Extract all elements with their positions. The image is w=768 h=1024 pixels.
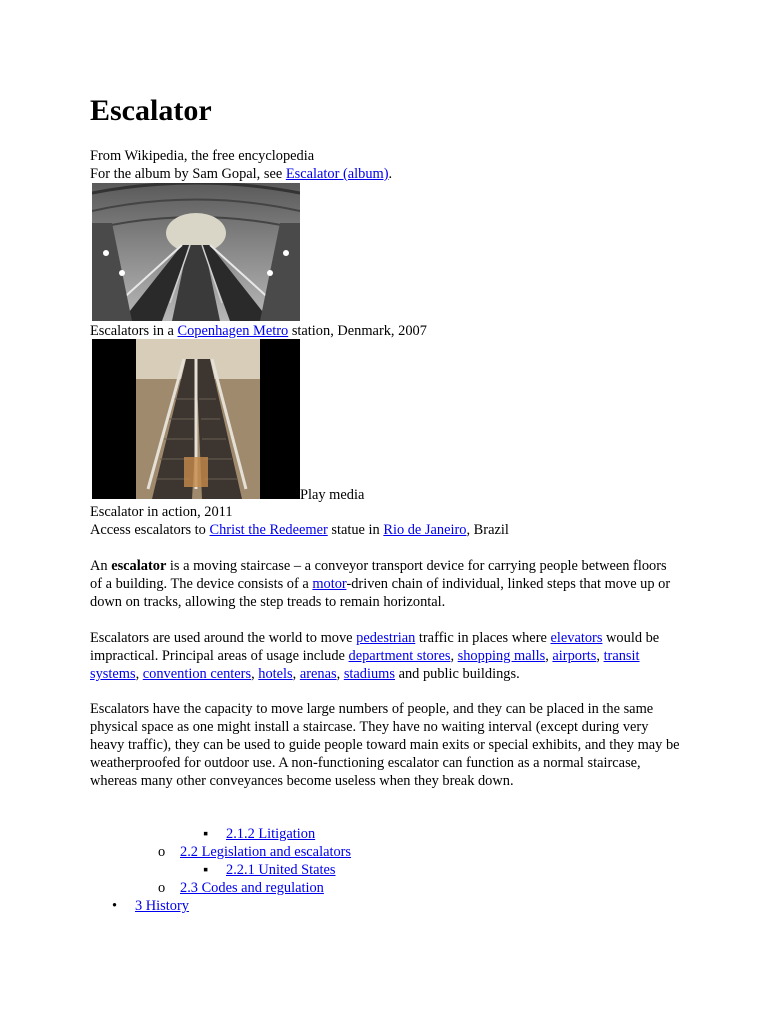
figure3-caption <box>90 521 509 539</box>
figure3-suffix: , Brazil <box>466 522 509 538</box>
figure1-caption-prefix: Escalators in a <box>90 323 178 339</box>
figure1-caption-suffix: station, Denmark, 2007 <box>288 323 427 339</box>
convention-centers-link[interactable]: convention centers <box>142 666 252 682</box>
play-media-label[interactable]: Play media <box>300 487 365 503</box>
escalator-video-thumbnail[interactable] <box>92 339 300 499</box>
arenas-link[interactable]: arenas <box>299 666 337 682</box>
motor-link[interactable]: motor <box>312 576 347 592</box>
hatnote-suffix: . <box>388 166 393 182</box>
toc-bullet-circle: o <box>158 880 166 896</box>
figure3-mid: statue in <box>327 522 384 538</box>
copenhagen-metro-image[interactable] <box>92 183 300 321</box>
term-escalator: escalator <box>111 558 167 574</box>
toc-item-united-states[interactable]: 2.2.1 United States <box>226 862 336 878</box>
figure2-caption: Escalator in action, 2011 <box>90 504 233 520</box>
paragraph-intro: An escalator is a moving staircase – a conveyor transport device for carrying people between floors of a building. The device consists of a motor-driven chain of individual, linked steps that move up or down on tracks, allowing the step treads to remain horizontal. <box>90 558 671 610</box>
department-stores-link[interactable]: department stores <box>348 648 451 664</box>
transit-systems-link[interactable]: transit systems <box>90 648 640 682</box>
subtitle: From Wikipedia, the free encyclopedia <box>90 148 315 164</box>
toc-bullet-square: ▪ <box>203 862 209 878</box>
toc-item-history[interactable]: 3 History <box>135 898 189 914</box>
toc-bullet-square: ▪ <box>203 826 209 842</box>
toc-bullet-circle: o <box>158 844 166 860</box>
stadiums-link[interactable]: stadiums <box>343 666 395 682</box>
shopping-malls-link[interactable]: shopping malls <box>457 648 546 664</box>
hatnote <box>90 165 392 183</box>
escalator-album-link[interactable]: Escalator (album) <box>285 166 389 182</box>
hotels-link[interactable]: hotels <box>258 666 293 682</box>
paragraph-capacity: Escalators have the capacity to move large numbers of people, and they can be placed in the same physical space as one might install a staircase. They have no waiting interval (except during very heavy traffic), they can be used to guide people toward main exits or special exhibits, and they may be weatherproofed for outdoor use. A non-functioning escalator can function as a normal staircase, whereas many other conveyances become useless when they break down. <box>90 701 680 789</box>
christ-the-redeemer-link[interactable]: Christ the Redeemer <box>209 522 328 538</box>
hatnote-prefix: For the album by Sam Gopal, see <box>90 166 286 182</box>
toc-item-codes-regulation[interactable]: 2.3 Codes and regulation <box>180 880 324 896</box>
airports-link[interactable]: airports <box>552 648 597 664</box>
paragraph-usage: Escalators are used around the world to move pedestrian traffic in places where elevators would be impractical. Principal areas of usage include department stores, shopping malls, airports, transit systems, convention centers, hotels, arenas, stadiums and public buildings. <box>90 630 660 682</box>
rio-de-janeiro-link[interactable]: Rio de Janeiro <box>383 522 467 538</box>
toc-bullet-disc: • <box>112 898 118 914</box>
pedestrian-link[interactable]: pedestrian <box>356 630 416 646</box>
elevators-link[interactable]: elevators <box>550 630 603 646</box>
figure3-prefix: Access escalators to <box>90 522 210 538</box>
page-title: Escalator <box>90 94 212 127</box>
copenhagen-metro-link[interactable]: Copenhagen Metro <box>177 323 289 339</box>
toc-item-litigation[interactable]: 2.1.2 Litigation <box>226 826 316 842</box>
figure1-caption <box>90 322 427 340</box>
toc-item-legislation[interactable]: 2.2 Legislation and escalators <box>180 844 352 860</box>
